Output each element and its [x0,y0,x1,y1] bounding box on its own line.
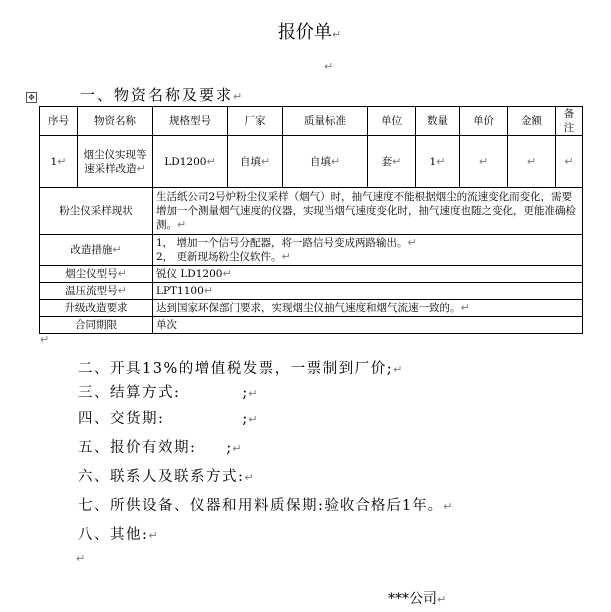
clause-label: 八、其他: [78,527,149,543]
table-row [40,136,583,188]
standard-value: 自填 [309,155,331,168]
measures-label: 改造措施 [70,244,113,256]
clause-6 [78,465,255,486]
seq-cell [40,136,78,188]
table-move-handle-icon[interactable]: ✥ [26,92,37,103]
status-text: 生活纸公司2号炉粉尘仪采样（烟气）时，抽气速度不能根据烟尘的流速变化而变化，需要增加一个测量烟气速度的仪器，实现当烟气速度变化时，抽气速度也随之变化，更能准确检测。 [156,191,576,231]
measures-line-2: 2， 更新现场粉尘仪软件。 [156,251,282,263]
paragraph-mark: ↵ [233,90,245,103]
upgrade-text-cell [153,300,583,317]
seq-value: 1 [50,155,58,168]
paragraph-mark: ↵ [57,154,67,168]
status-label: 粉尘仪采样现状 [59,205,133,217]
paragraph-mark: ↵ [136,161,146,175]
clause-label: 四、交货期: [78,411,165,427]
flow-model-value: LPT1100 [156,285,204,297]
company-name: ***公司 [388,591,437,607]
amount-cell [508,136,556,188]
clause-value: ; [242,385,249,401]
upgrade-label: 升级改造要求 [64,302,128,314]
status-label-cell [40,188,153,235]
paragraph-mark: ↵ [40,333,50,346]
dust-model-label: 烟尘仪型号 [65,268,118,280]
clause-value: ; [242,411,249,427]
standard-cell [283,136,368,188]
paragraph-mark: ↵ [436,154,446,168]
paragraph-mark: ↵ [407,236,417,249]
header-cell: 物资名称 [78,107,153,136]
paragraph-mark: ↵ [248,387,259,400]
header-cell: 规格型号 [153,107,228,136]
spec-cell [153,136,228,188]
qty-value: 1 [429,155,437,168]
contract-label-cell [40,317,153,334]
contract-label: 合同期限 [75,319,117,331]
header-cell: 备注 [556,107,583,136]
clause-value: 验收合格后1年。 [324,498,444,514]
table-row [40,188,583,235]
dust-model-value: 锐仪 LD1200 [156,268,223,280]
maker-value: 自填 [239,155,261,168]
clause-label: 三、结算方式: [78,385,181,401]
header-cell: 序号 [40,107,78,136]
document-title [0,18,611,44]
price-cell [460,136,508,188]
upgrade-text: 达到国家环保部门要求，实现烟尘仪抽气速度和烟气流速一致的。 [156,302,461,314]
clause-8 [78,523,159,544]
paragraph-mark: ↵ [117,267,127,280]
maker-cell [228,136,283,188]
requirements-table [39,106,583,334]
header-cell: 厂家 [228,107,283,136]
paragraph-mark: ↵ [281,250,291,263]
clause-7 [78,494,454,515]
unit-value: 套 [381,155,393,168]
paragraph-mark: ↵ [460,301,470,314]
paragraph-mark: ↵ [203,284,213,297]
clause-label: 五、报价有效期: [78,440,197,456]
company-signature [388,588,446,608]
table-row [40,317,583,334]
spec-value: LD1200 [164,155,207,168]
remark-cell [556,136,583,188]
header-cell: 单位 [368,107,416,136]
paragraph-mark: ↵ [443,500,454,513]
clause-4 [78,407,259,428]
paragraph-mark: ↵ [222,267,232,280]
table-header-row [40,107,583,136]
clause-3 [78,381,259,402]
paragraph-mark: ↵ [526,154,537,168]
measures-text-cell [153,235,583,266]
contract-text: 单次 [156,319,177,331]
paragraph-mark: ↵ [260,154,271,168]
measures-label-cell [40,235,153,266]
section1-heading-text: 一、物资名称及要求 [80,86,234,104]
measures-line-1: 1， 增加一个信号分配器，将一路信号变成两路输出。 [156,237,408,249]
paragraph-mark: ↵ [112,243,122,256]
table-row [40,300,583,317]
table-row [40,283,583,300]
flow-model-label: 温压流型号 [65,285,118,297]
paragraph-mark: ↵ [248,413,259,426]
title-text: 报价单 [277,22,332,43]
paragraph-mark: ↵ [117,284,127,297]
clause-value: ; [226,440,233,456]
flow-model-label-cell [40,283,153,300]
flow-model-cell [153,283,583,300]
unit-cell [368,136,416,188]
clause-label: 六、联系人及联系方式: [78,469,245,485]
paragraph-mark: ↵ [478,154,489,168]
clause-label: 七、所供设备、仪器和用料质保期: [78,498,325,514]
paragraph-mark: ↵ [232,442,243,455]
table-row [40,235,583,266]
paragraph-mark: ↵ [177,218,187,231]
paragraph-mark: ↵ [148,529,160,542]
qty-cell [416,136,460,188]
dust-model-label-cell [40,266,153,283]
header-cell: 金额 [508,107,556,136]
clause-2 [78,357,404,378]
header-cell: 数量 [416,107,460,136]
paragraph-mark: ↵ [331,28,342,41]
contract-text-cell [153,317,583,334]
clause-5 [78,436,243,457]
header-cell: 单价 [460,107,508,136]
item-name-value: 烟尘仪实现等速采样改造 [83,148,147,175]
paragraph-mark: ↵ [393,363,404,376]
dust-model-cell [153,266,583,283]
paragraph-mark: ↵ [564,154,574,168]
upgrade-label-cell [40,300,153,317]
paragraph-mark: ↵ [76,552,86,565]
item-name-cell [78,136,153,188]
paragraph-mark: ↵ [330,154,341,168]
section-heading [80,84,244,105]
paragraph-mark: ↵ [206,154,216,168]
paragraph-mark: ↵ [392,154,402,168]
paragraph-mark: ↵ [437,593,447,606]
table-row [40,266,583,283]
clause-label: 二、开具13%的增值税发票，一票制到厂价; [78,361,394,377]
paragraph-mark: ↵ [324,60,334,73]
paragraph-mark: ↵ [244,471,256,484]
status-text-cell [153,188,583,235]
header-cell: 质量标准 [283,107,368,136]
